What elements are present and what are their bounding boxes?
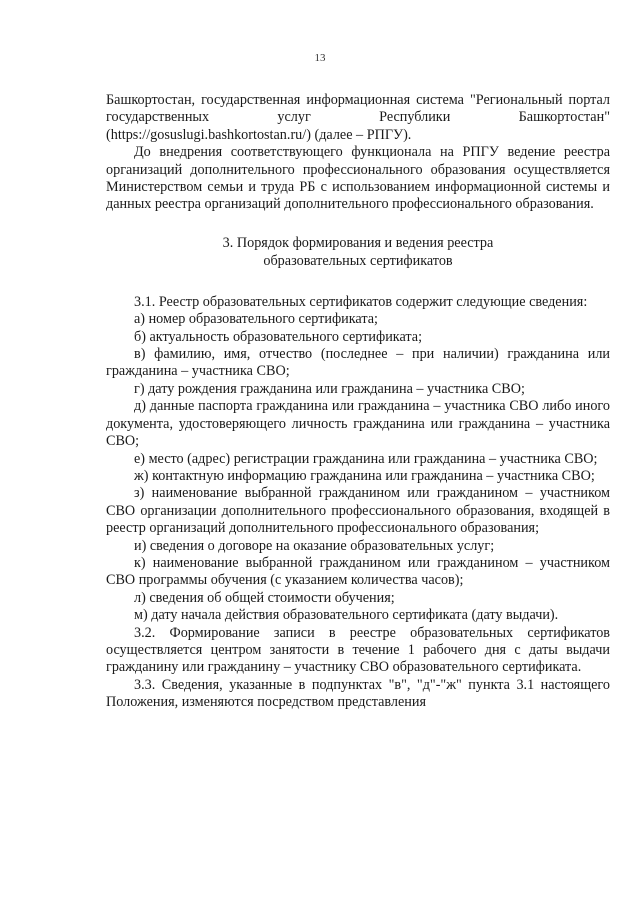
section-title-line-2: образовательных сертификатов [263,252,453,269]
list-item-a: а) номер образовательного сертификата; [134,311,378,328]
list-item-v: в) фамилию, имя, отчество (последнее – при наличии) гражданина или гражданина – участника СВО; [106,346,610,380]
section-heading [106,234,610,270]
list-item-z: з) наименование выбранной гражданином или гражданином – участником СВО организации дополнительного профессионального образования, входящей в реестр организаций дополнительного профессионального образования; [106,485,610,537]
list-item-l: л) сведения об общей стоимости обучения; [134,589,395,606]
clause-3-3: 3.3. Сведения, указанные в подпунктах "в", "д"-"ж" пункта 3.1 настоящего Положения, изменяются посредством представления [106,676,610,711]
list-item-e: е) место (адрес) регистрации гражданина или гражданина – участника СВО; [134,450,598,467]
section-title-line-1: 3. Порядок формирования и ведения реестра [222,234,494,251]
list-item-zh: ж) контактную информацию гражданина или гражданина – участника СВО; [134,467,595,484]
clause-3-1: 3.1. Реестр образовательных сертификатов содержит следующие сведения: [134,293,588,310]
list-item-i: и) сведения о договоре на оказание образовательных услуг; [134,537,495,554]
page-number: 13 [314,52,326,64]
intro-paragraph-2: До внедрения соответствующего функционала на РПГУ ведение реестра организаций дополнительного профессионального образования осуществляется Министерством семьи и труда РБ с использованием информационной системы и данных реестра организаций дополнительного профессионального образования. [106,144,610,213]
list-item-d: д) данные паспорта гражданина или гражданина – участника СВО либо иного документа, удостоверяющего личность гражданина или гражданина – участника СВО; [106,398,610,450]
list-item-g: г) дату рождения гражданина или гражданина – участника СВО; [134,380,525,397]
list-item-k: к) наименование выбранной гражданином или гражданином – участником СВО программы обучения (с указанием количества часов); [106,554,610,589]
list-item-m: м) дату начала действия образовательного сертификата (дату выдачи). [134,607,559,624]
list-item-b: б) актуальность образовательного сертификата; [134,328,423,345]
intro-paragraph-1: Башкортостан, государственная информационная система "Региональный портал государственных услуг Республики Башкортостан" (https://gosuslugi.bashkortostan.ru/) (далее – РПГУ). [106,92,610,143]
document-body [106,92,610,712]
clause-3-2: 3.2. Формирование записи в реестре образовательных сертификатов осуществляется центром занятости в течение 1 рабочего дня с даты выдачи гражданину или гражданину – участнику СВО образовательного сертификата. [106,624,610,676]
